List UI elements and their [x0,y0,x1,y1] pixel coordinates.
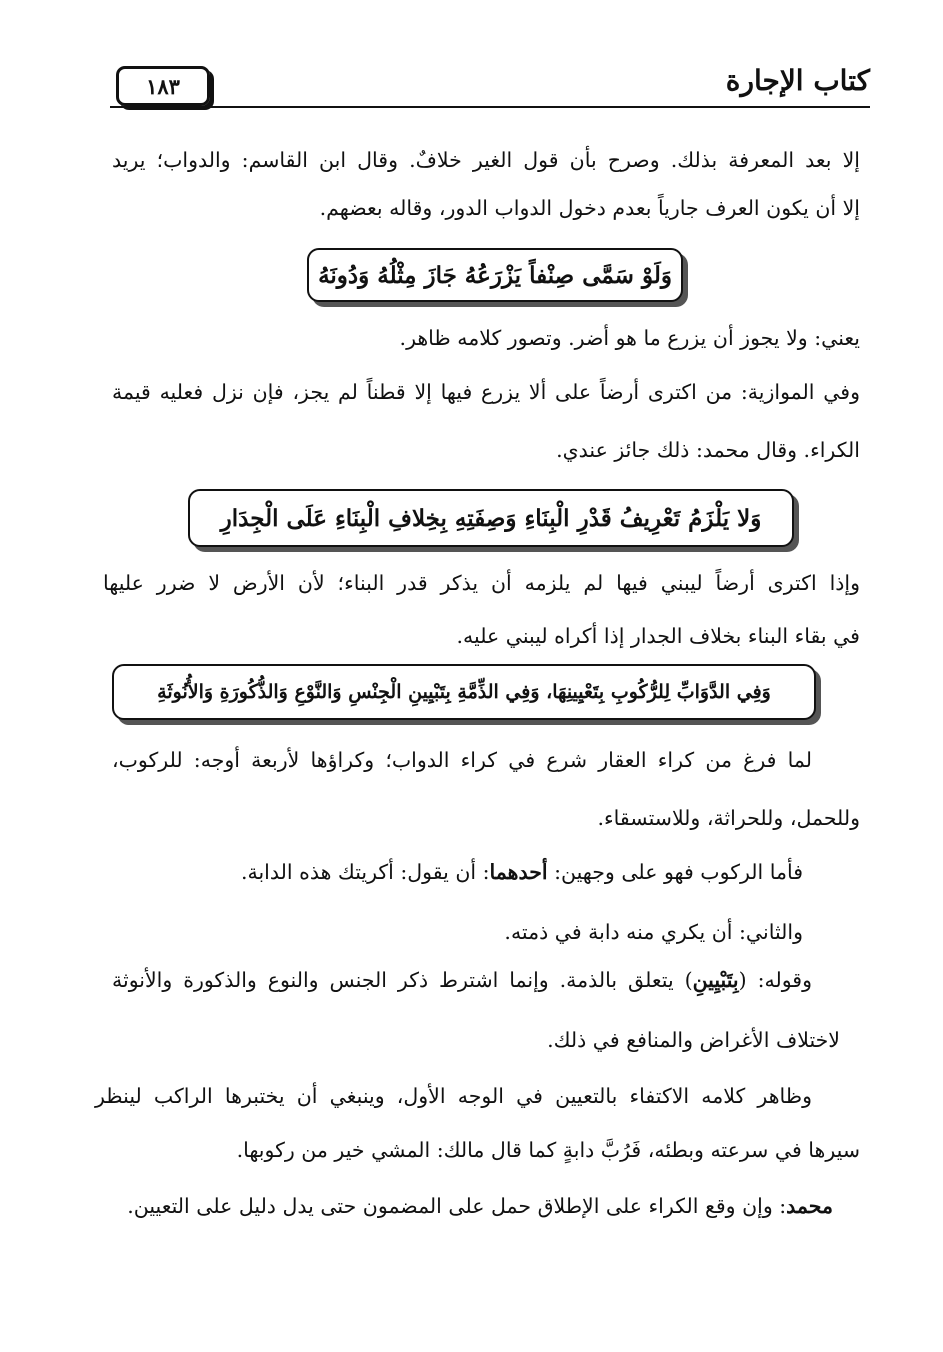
text-run: فأما الركوب فهو على وجهين: [547,860,803,884]
text-line [112,968,812,993]
page-header [110,62,870,112]
emphasis-term: أحدهما [489,860,548,884]
text-line: لما فرغ من كراء العقار شرع في كراء الدواب؛ وكراؤها لأربعة أوجه: للركوب، [112,748,812,772]
emphasis-term: بِتَبْيِينِ [692,968,739,992]
text-line: في بقاء البناء بخلاف الجدار إذا أكراه ليبني عليه. [456,624,860,648]
matn-box: وَلَوْ سَمَّى صِنْفاً يَزْرَعُهُ جَازَ مِثْلُهُ وَدُونَهُ [307,248,683,302]
text-run: وقوله: ( [738,968,812,992]
text-line: وللحمل، وللحراثة، وللاستسقاء. [597,806,860,830]
text-line: لاختلاف الأغراض والمنافع في ذلك. [547,1028,840,1052]
emphasis-term: محمد [786,1194,833,1218]
text-line: إلا بعد المعرفة بذلك. وصرح بأن قول الغير خلافٌ. وقال ابن القاسم: والدواب؛ يريد [112,148,860,172]
text-line: يعني: ولا يجوز أن يزرع ما هو أضر. وتصور كلامه ظاهر. [399,326,860,350]
text-run: ) يتعلق بالذمة. وإنما اشترط ذكر الجنس والنوع والذكورة والأنوثة [112,968,693,992]
matn-box: وَلا يَلْزَمُ تَعْرِيفُ قَدْرِ الْبِنَاءِ وَصِفَتِهِ بِخِلافِ الْبِنَاءِ عَلَى الْجِدَارِ [188,489,794,547]
text-line [127,1194,833,1219]
text-line: وفي الموازية: من اكترى أرضاً على ألا يزرع فيها إلا قطناً لم يجز، فإن نزل فعليه قيمة [112,380,860,404]
text-line: وظاهر كلامه الاكتفاء بالتعيين في الوجه الأول، وينبغي أن يختبرها الراكب لينظر [95,1084,812,1108]
text-line [241,860,803,885]
text-line: سيرها في سرعته وبطئه، فَرُبَّ دابةٍ كما قال مالك: المشي خير من ركوبها. [236,1138,860,1162]
text-line: الكراء. وقال محمد: ذلك جائز عندي. [556,438,860,462]
page-number: ١٨٣ [116,66,210,106]
chapter-title: كتاب الإجارة [725,64,870,97]
text-run: : أن يقول: أكريتك هذه الدابة. [240,860,490,884]
text-run: : وإن وقع الكراء على الإطلاق حمل على المضمون حتى يدل دليل على التعيين. [127,1194,787,1218]
text-line: إلا أن يكون العرف جارياً بعدم دخول الدواب الدور، وقاله بعضهم. [319,196,860,220]
matn-box: وَفِي الدَّوَابِّ لِلرُّكُوبِ بِتَعْيِينِهَا، وَفِي الذِّمَّةِ بِتَبْيِينِ الْجِنْسِ وَالنَّوْعِ وَالذُّكُورَةِ وَالأُنُوثَةِ [112,664,816,720]
text-line: وإذا اكترى أرضاً ليبني فيها لم يلزمه أن يذكر قدر البناء؛ لأن الأرض لا ضرر عليها [103,571,860,595]
text-line: والثاني: أن يكري منه دابة في ذمته. [504,920,803,944]
header-divider [110,106,870,108]
